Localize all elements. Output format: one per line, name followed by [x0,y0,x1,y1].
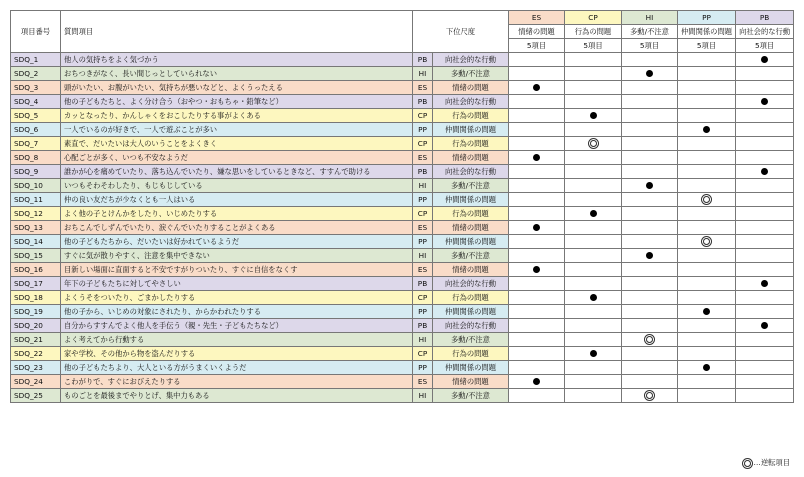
table-row [11,347,794,361]
item-text: 素直で、だいたいは大人のいうことをよくきく [61,137,413,151]
mark-cell-es [509,347,565,361]
mark-cell-es [509,123,565,137]
item-subscale-name: 仲間関係の問題 [433,193,509,207]
mark-cell-hi [622,319,678,333]
item-number: SDQ_11 [11,193,61,207]
item-subscale-name: 多動/不注意 [433,333,509,347]
mark-cell-hi [622,291,678,305]
table-row [11,389,794,403]
item-text: 他の子から、いじめの対象にされたり、からかわれたりする [61,305,413,319]
table-row [11,361,794,375]
item-number: SDQ_10 [11,179,61,193]
item-subscale-code: HI [413,389,433,403]
mark-cell-pb [736,389,794,403]
table-row [11,207,794,221]
mark-cell-pp [678,165,736,179]
mark-cell-pp [678,333,736,347]
mark-cell-es [509,53,565,67]
mark-cell-cp [565,221,622,235]
mark-cell-cp [565,291,622,305]
mark-cell-pp [678,109,736,123]
item-subscale-code: PB [413,319,433,333]
mark-cell-pp [678,81,736,95]
header-count-es: 5項目 [509,39,565,53]
item-mark [761,168,768,175]
item-text: おちつきがなく、長い間じっとしていられない [61,67,413,81]
mark-cell-cp [565,305,622,319]
item-subscale-name: 仲間関係の問題 [433,235,509,249]
item-number: SDQ_19 [11,305,61,319]
mark-cell-hi [622,221,678,235]
mark-cell-es [509,151,565,165]
mark-cell-es [509,235,565,249]
item-mark [761,280,768,287]
item-text: 他の子どもたちより、大人といる方がうまくいくようだ [61,361,413,375]
header-code-pb: PB [736,11,794,25]
item-mark [761,56,768,63]
mark-cell-hi [622,137,678,151]
mark-cell-hi [622,361,678,375]
mark-cell-cp [565,151,622,165]
header-code-pp: PP [678,11,736,25]
item-subscale-code: ES [413,151,433,165]
header-question: 質問項目 [61,11,413,53]
mark-cell-cp [565,179,622,193]
mark-cell-cp [565,235,622,249]
item-number: SDQ_23 [11,361,61,375]
item-number: SDQ_18 [11,291,61,305]
mark-cell-pb [736,375,794,389]
mark-cell-pb [736,249,794,263]
mark-cell-pb [736,67,794,81]
mark-cell-es [509,361,565,375]
item-number: SDQ_6 [11,123,61,137]
mark-cell-pb [736,81,794,95]
header-code-cp: CP [565,11,622,25]
mark-cell-cp [565,347,622,361]
item-subscale-code: CP [413,347,433,361]
table-row [11,235,794,249]
item-subscale-code: HI [413,333,433,347]
item-text: 他の子どもたちから、だいたいは好かれているようだ [61,235,413,249]
item-subscale-code: HI [413,179,433,193]
mark-cell-pp [678,319,736,333]
item-text: ものごとを最後までやりとげ、集中力もある [61,389,413,403]
mark-cell-hi [622,193,678,207]
mark-cell-pb [736,151,794,165]
table-row [11,81,794,95]
item-text: カッとなったり、かんしゃくをおこしたりする事がよくある [61,109,413,123]
item-number: SDQ_16 [11,263,61,277]
mark-cell-pb [736,165,794,179]
table-row [11,109,794,123]
table-row [11,375,794,389]
mark-cell-es [509,137,565,151]
item-subscale-code: PB [413,165,433,179]
item-subscale-code: CP [413,207,433,221]
mark-cell-es [509,81,565,95]
reverse-item-mark [703,238,710,245]
mark-cell-hi [622,53,678,67]
item-text: 他人の気持ちをよく気づかう [61,53,413,67]
table-row [11,333,794,347]
item-subscale-code: CP [413,137,433,151]
mark-cell-pp [678,249,736,263]
mark-cell-pb [736,277,794,291]
table-row [11,249,794,263]
mark-cell-pp [678,277,736,291]
mark-cell-pb [736,123,794,137]
item-subscale-code: ES [413,81,433,95]
item-mark [646,252,653,259]
mark-cell-hi [622,179,678,193]
item-mark [590,112,597,119]
item-number: SDQ_7 [11,137,61,151]
mark-cell-pb [736,193,794,207]
item-mark [533,378,540,385]
mark-cell-pp [678,137,736,151]
table-row [11,137,794,151]
mark-cell-pb [736,347,794,361]
mark-cell-hi [622,333,678,347]
mark-cell-pb [736,361,794,375]
mark-cell-hi [622,249,678,263]
item-number: SDQ_22 [11,347,61,361]
mark-cell-cp [565,137,622,151]
item-mark [590,210,597,217]
mark-cell-es [509,249,565,263]
mark-cell-es [509,109,565,123]
item-mark [703,308,710,315]
mark-cell-hi [622,81,678,95]
mark-cell-hi [622,123,678,137]
table-row [11,305,794,319]
item-text: 他の子どもたちと、よく分け合う（おやつ・おもちゃ・鉛筆など） [61,95,413,109]
item-text: すぐに気が散りやすく、注意を集中できない [61,249,413,263]
mark-cell-cp [565,67,622,81]
item-mark [703,126,710,133]
mark-cell-pb [736,263,794,277]
mark-cell-pp [678,151,736,165]
mark-cell-pp [678,361,736,375]
mark-cell-es [509,263,565,277]
table-row [11,263,794,277]
item-subscale-code: HI [413,249,433,263]
item-text: よくうそをついたり、ごまかしたりする [61,291,413,305]
table-row [11,221,794,235]
item-subscale-name: 行為の問題 [433,109,509,123]
item-subscale-code: PB [413,53,433,67]
item-subscale-name: 情緒の問題 [433,81,509,95]
item-number: SDQ_14 [11,235,61,249]
table-row [11,179,794,193]
mark-cell-hi [622,277,678,291]
mark-cell-hi [622,305,678,319]
reverse-item-mark [646,336,653,343]
header-name-pp: 仲間関係の問題 [678,25,736,39]
mark-cell-cp [565,95,622,109]
item-number: SDQ_21 [11,333,61,347]
table-row [11,193,794,207]
sdq-item-table [10,10,794,403]
item-subscale-code: CP [413,291,433,305]
mark-cell-pp [678,95,736,109]
item-subscale-name: 多動/不注意 [433,249,509,263]
mark-cell-hi [622,151,678,165]
mark-cell-hi [622,207,678,221]
table-row [11,151,794,165]
item-number: SDQ_20 [11,319,61,333]
mark-cell-es [509,67,565,81]
item-subscale-code: PP [413,123,433,137]
item-mark [533,224,540,231]
item-mark [533,266,540,273]
mark-cell-pp [678,53,736,67]
mark-cell-es [509,375,565,389]
item-mark [761,322,768,329]
item-subscale-name: 行為の問題 [433,137,509,151]
mark-cell-pp [678,389,736,403]
item-mark [761,98,768,105]
item-text: 年下の子どもたちに対してやさしい [61,277,413,291]
header-name-es: 情緒の問題 [509,25,565,39]
item-mark [533,154,540,161]
reverse-item-mark [703,196,710,203]
item-mark [646,182,653,189]
mark-cell-es [509,291,565,305]
reverse-item-mark [646,392,653,399]
mark-cell-hi [622,375,678,389]
reverse-ring-icon [744,460,751,467]
table-row [11,67,794,81]
mark-cell-cp [565,123,622,137]
item-subscale-code: PP [413,193,433,207]
mark-cell-cp [565,333,622,347]
mark-cell-cp [565,249,622,263]
header-code-es: ES [509,11,565,25]
item-subscale-code: ES [413,375,433,389]
header-name-pb: 向社会的な行動 [736,25,794,39]
item-subscale-code: ES [413,263,433,277]
item-text: 頭がいたい、お腹がいたい、気持ちが悪いなどと、よくうったえる [61,81,413,95]
mark-cell-pp [678,67,736,81]
mark-cell-es [509,207,565,221]
mark-cell-hi [622,389,678,403]
item-subscale-name: 向社会的な行動 [433,319,509,333]
header-count-cp: 5項目 [565,39,622,53]
item-subscale-name: 行為の問題 [433,207,509,221]
mark-cell-pb [736,305,794,319]
mark-cell-pp [678,263,736,277]
table-row [11,165,794,179]
mark-cell-pp [678,123,736,137]
mark-cell-es [509,193,565,207]
mark-cell-cp [565,375,622,389]
mark-cell-cp [565,53,622,67]
item-number: SDQ_3 [11,81,61,95]
mark-cell-pp [678,347,736,361]
item-number: SDQ_4 [11,95,61,109]
mark-cell-pb [736,319,794,333]
header-item-number: 項目番号 [11,11,61,53]
mark-cell-cp [565,319,622,333]
mark-cell-hi [622,95,678,109]
item-subscale-code: HI [413,67,433,81]
mark-cell-pp [678,193,736,207]
mark-cell-pb [736,235,794,249]
mark-cell-cp [565,263,622,277]
table-row [11,277,794,291]
mark-cell-hi [622,165,678,179]
item-subscale-name: 情緒の問題 [433,263,509,277]
mark-cell-pb [736,137,794,151]
mark-cell-cp [565,165,622,179]
item-text: 一人でいるのが好きで、一人で遊ぶことが多い [61,123,413,137]
mark-cell-pp [678,179,736,193]
header-code-hi: HI [622,11,678,25]
item-subscale-name: 情緒の問題 [433,151,509,165]
item-subscale-name: 向社会的な行動 [433,53,509,67]
item-text: 目新しい場面に直面すると不安ですがりついたり、すぐに自信をなくす [61,263,413,277]
item-subscale-name: 行為の問題 [433,291,509,305]
item-text: おちこんでしずんでいたり、涙ぐんでいたりすることがよくある [61,221,413,235]
table-row [11,319,794,333]
item-text: 誰かが心を痛めていたり、落ち込んでいたり、嫌な思いをしているときなど、すすんで助ける [61,165,413,179]
mark-cell-pp [678,221,736,235]
item-subscale-code: PP [413,305,433,319]
item-mark [533,84,540,91]
mark-cell-pp [678,305,736,319]
item-subscale-name: 多動/不注意 [433,67,509,81]
item-subscale-name: 向社会的な行動 [433,165,509,179]
mark-cell-pb [736,53,794,67]
item-subscale-name: 多動/不注意 [433,179,509,193]
header-count-pp: 5項目 [678,39,736,53]
mark-cell-pb [736,333,794,347]
item-subscale-code: ES [413,221,433,235]
mark-cell-pp [678,207,736,221]
item-subscale-name: 向社会的な行動 [433,277,509,291]
item-number: SDQ_5 [11,109,61,123]
table-row [11,95,794,109]
item-number: SDQ_24 [11,375,61,389]
mark-cell-cp [565,193,622,207]
item-number: SDQ_1 [11,53,61,67]
item-number: SDQ_9 [11,165,61,179]
item-mark [703,364,710,371]
mark-cell-pb [736,95,794,109]
item-subscale-name: 仲間関係の問題 [433,305,509,319]
mark-cell-cp [565,109,622,123]
reverse-item-mark [590,140,597,147]
item-text: 家や学校、その他から物を盗んだりする [61,347,413,361]
item-subscale-name: 仲間関係の問題 [433,361,509,375]
item-subscale-code: PB [413,277,433,291]
mark-cell-pb [736,207,794,221]
mark-cell-cp [565,81,622,95]
item-text: いつもそわそわしたり、もじもじしている [61,179,413,193]
mark-cell-es [509,179,565,193]
mark-cell-pp [678,375,736,389]
item-text: 自分からすすんでよく他人を手伝う（親・先生・子どもたちなど） [61,319,413,333]
item-number: SDQ_8 [11,151,61,165]
mark-cell-hi [622,235,678,249]
item-subscale-name: 行為の問題 [433,347,509,361]
table-row [11,53,794,67]
item-subscale-name: 情緒の問題 [433,375,509,389]
header-count-pb: 5項目 [736,39,794,53]
mark-cell-es [509,319,565,333]
header-row-codes [11,11,794,25]
mark-cell-pb [736,109,794,123]
item-subscale-code: PP [413,361,433,375]
item-subscale-name: 多動/不注意 [433,389,509,403]
item-text: 心配ごとが多く、いつも不安なようだ [61,151,413,165]
mark-cell-es [509,277,565,291]
mark-cell-es [509,389,565,403]
header-name-cp: 行為の問題 [565,25,622,39]
mark-cell-pp [678,291,736,305]
mark-cell-es [509,95,565,109]
item-subscale-code: PP [413,235,433,249]
item-subscale-name: 向社会的な行動 [433,95,509,109]
mark-cell-hi [622,263,678,277]
item-subscale-code: CP [413,109,433,123]
item-text: 仲の良い友だちが少なくとも一人はいる [61,193,413,207]
mark-cell-hi [622,347,678,361]
item-mark [590,350,597,357]
item-text: よく他の子とけんかをしたり、いじめたりする [61,207,413,221]
mark-cell-pp [678,235,736,249]
item-subscale-code: PB [413,95,433,109]
mark-cell-hi [622,67,678,81]
item-text: こわがりで、すぐにおびえたりする [61,375,413,389]
item-number: SDQ_25 [11,389,61,403]
mark-cell-es [509,165,565,179]
item-number: SDQ_17 [11,277,61,291]
header-subscale: 下位尺度 [413,11,509,53]
mark-cell-pb [736,221,794,235]
table-row [11,291,794,305]
header-name-hi: 多動/不注意 [622,25,678,39]
mark-cell-cp [565,389,622,403]
mark-cell-es [509,333,565,347]
mark-cell-hi [622,109,678,123]
item-number: SDQ_12 [11,207,61,221]
table-row [11,123,794,137]
mark-cell-pb [736,291,794,305]
item-text: よく考えてから行動する [61,333,413,347]
item-mark [590,294,597,301]
mark-cell-cp [565,361,622,375]
mark-cell-pb [736,179,794,193]
reverse-item-note-text: …逆転項目 [753,458,790,467]
mark-cell-es [509,305,565,319]
item-subscale-name: 仲間関係の問題 [433,123,509,137]
header-count-hi: 5項目 [622,39,678,53]
item-number: SDQ_15 [11,249,61,263]
mark-cell-cp [565,277,622,291]
item-number: SDQ_2 [11,67,61,81]
reverse-item-note [744,458,790,468]
mark-cell-es [509,221,565,235]
mark-cell-cp [565,207,622,221]
item-mark [646,70,653,77]
item-subscale-name: 情緒の問題 [433,221,509,235]
item-number: SDQ_13 [11,221,61,235]
